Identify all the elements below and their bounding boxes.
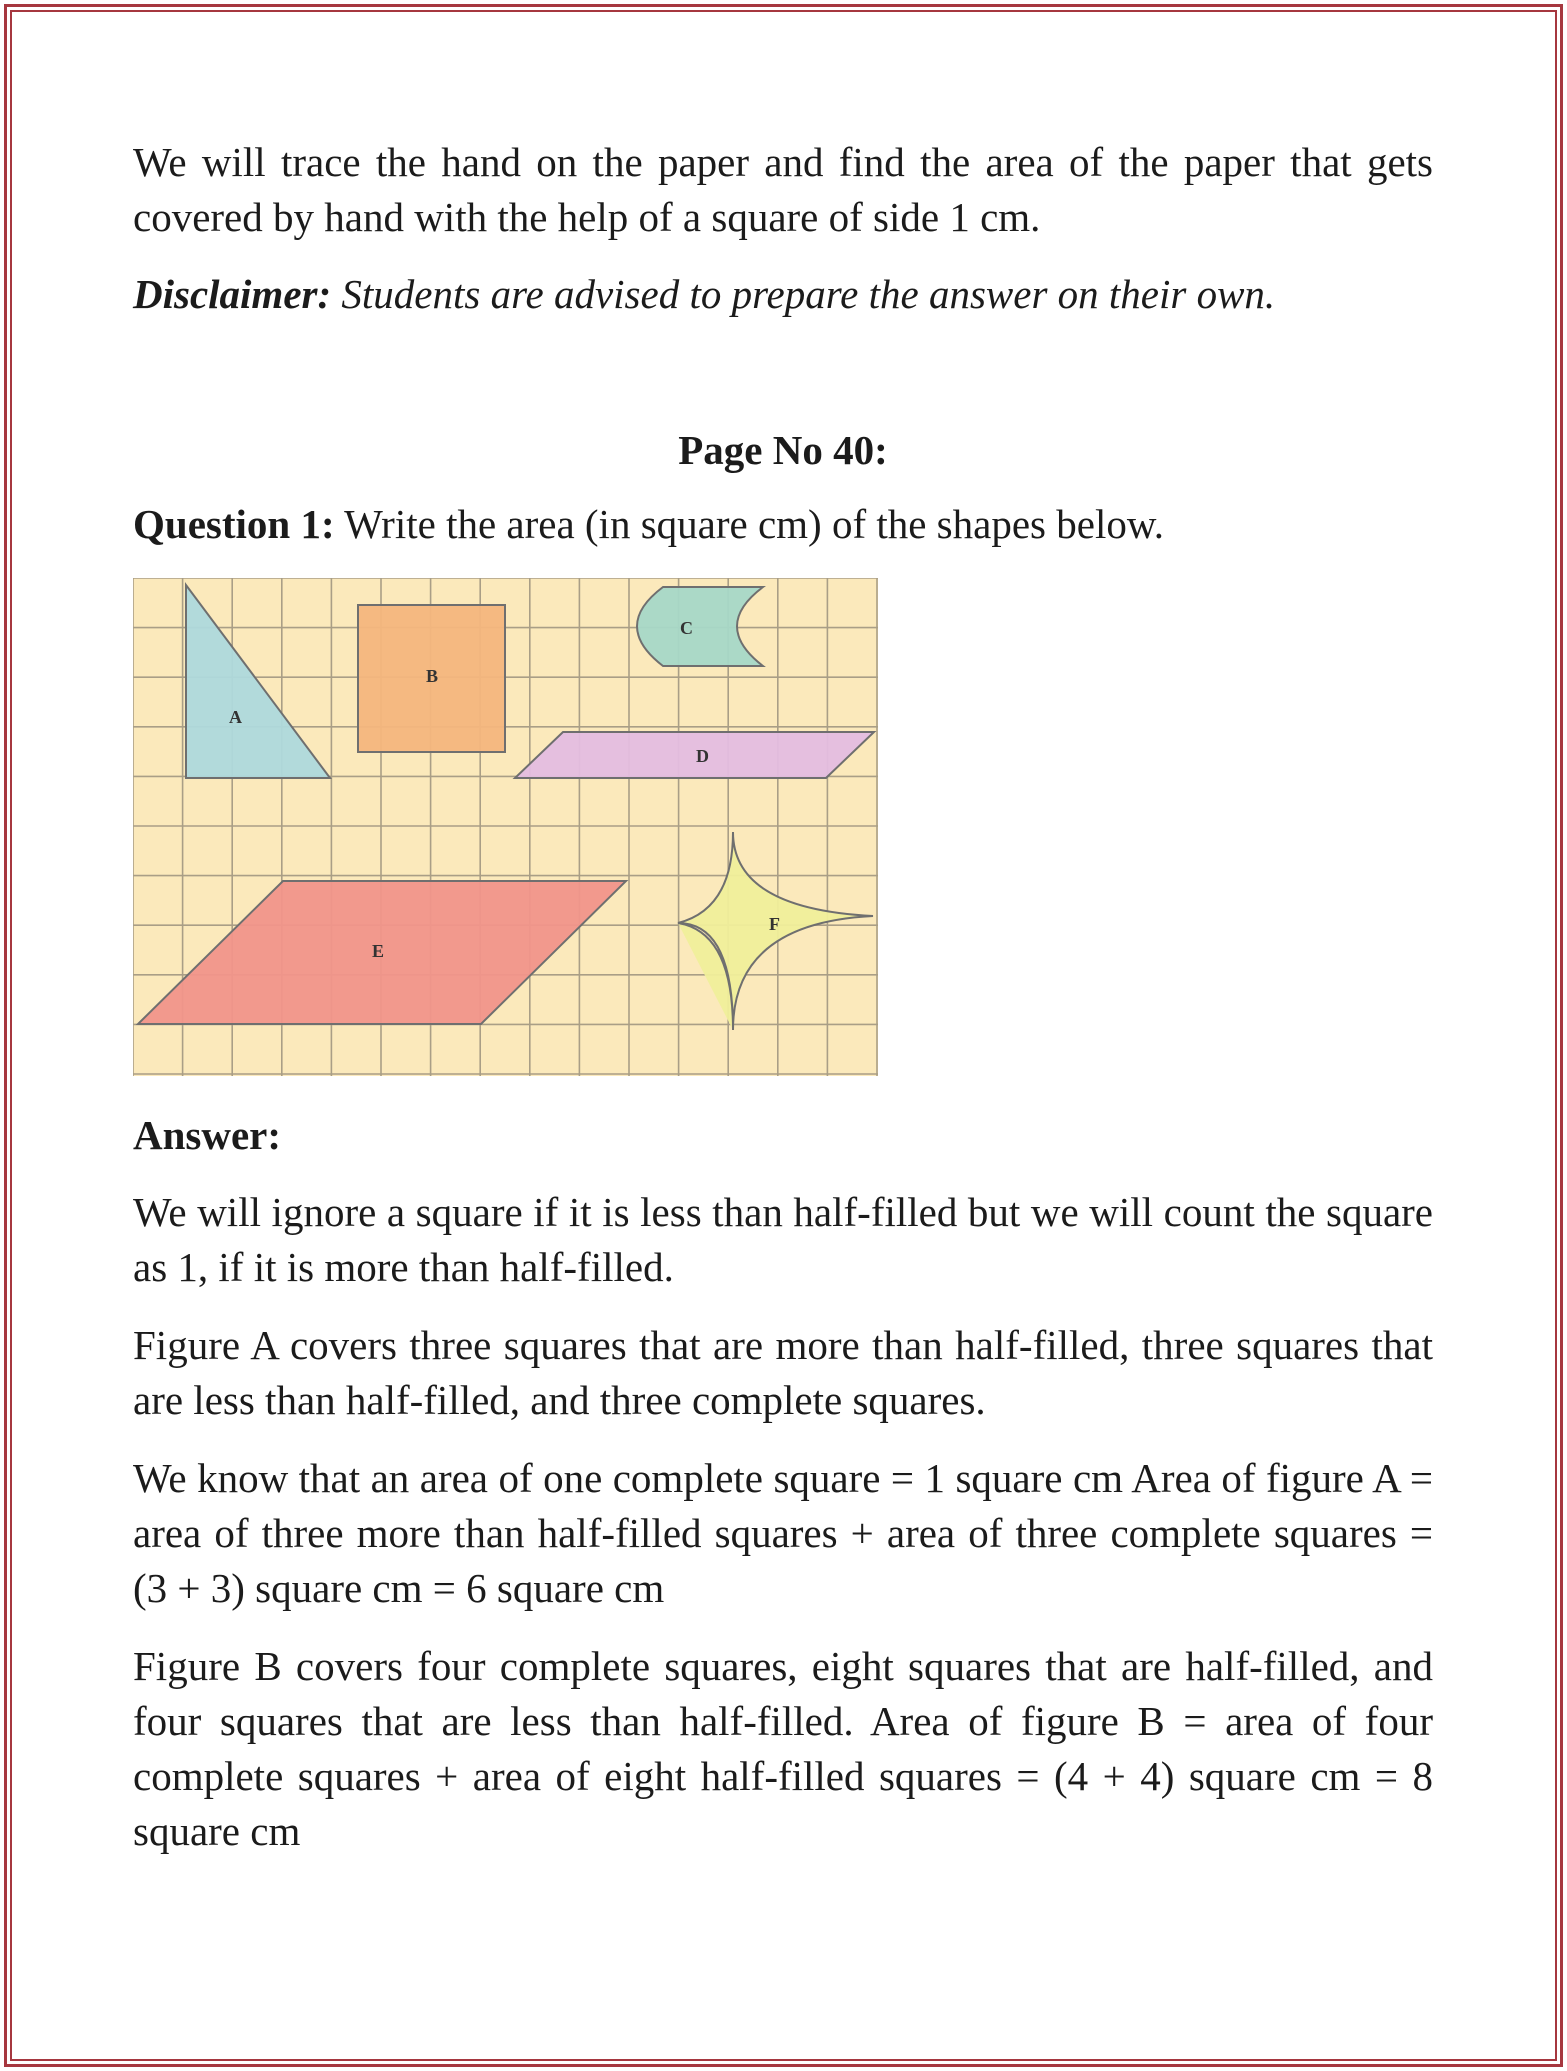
shapes-grid-figure [133,578,878,1076]
answer-paragraph-4: Figure B covers four complete squares, eight squares that are half-filled, and four squares that are less than half-filled. Area of figure B = area of four complete squares + area of eight half-filled squares = (4 + 4) square cm = 8 square cm [133,1643,1433,1854]
question-text: Write the area (in square cm) of the shapes below. [344,501,1165,547]
shape-d-parallelogram [515,732,874,778]
shape-e-label: E [372,941,385,961]
disclaimer-text: Students are advised to prepare the answer on their own. [341,271,1276,317]
shape-f-label: F [769,914,780,934]
answer-paragraph-2: Figure A covers three squares that are more than half-filled, three squares that are less than half-filled, and three complete squares. [133,1322,1433,1423]
question-label: Question 1: [133,501,335,547]
shape-a-label: A [229,707,242,727]
page-heading: Page No 40: [678,427,888,473]
answer-paragraph-1: We will ignore a square if it is less than half-filled but we will count the square as 1, if it is more than half-filled. [133,1189,1433,1290]
answer-label: Answer: [133,1112,282,1158]
question-paragraph [133,497,1433,552]
answer-paragraph-3: We know that an area of one complete square = 1 square cm Area of figure A = area of three more than half-filled squares + area of three complete squares = (3 + 3) square cm = 6 square cm [133,1455,1433,1611]
shape-c-label: C [680,618,693,638]
disclaimer-label: Disclaimer: [133,271,332,317]
disclaimer-paragraph [133,267,1433,322]
intro-paragraph: We will trace the hand on the paper and find the area of the paper that gets covered by hand with the help of a square of side 1 cm. [133,139,1433,240]
shape-b-label: B [426,666,439,686]
shape-d-label: D [696,746,709,766]
